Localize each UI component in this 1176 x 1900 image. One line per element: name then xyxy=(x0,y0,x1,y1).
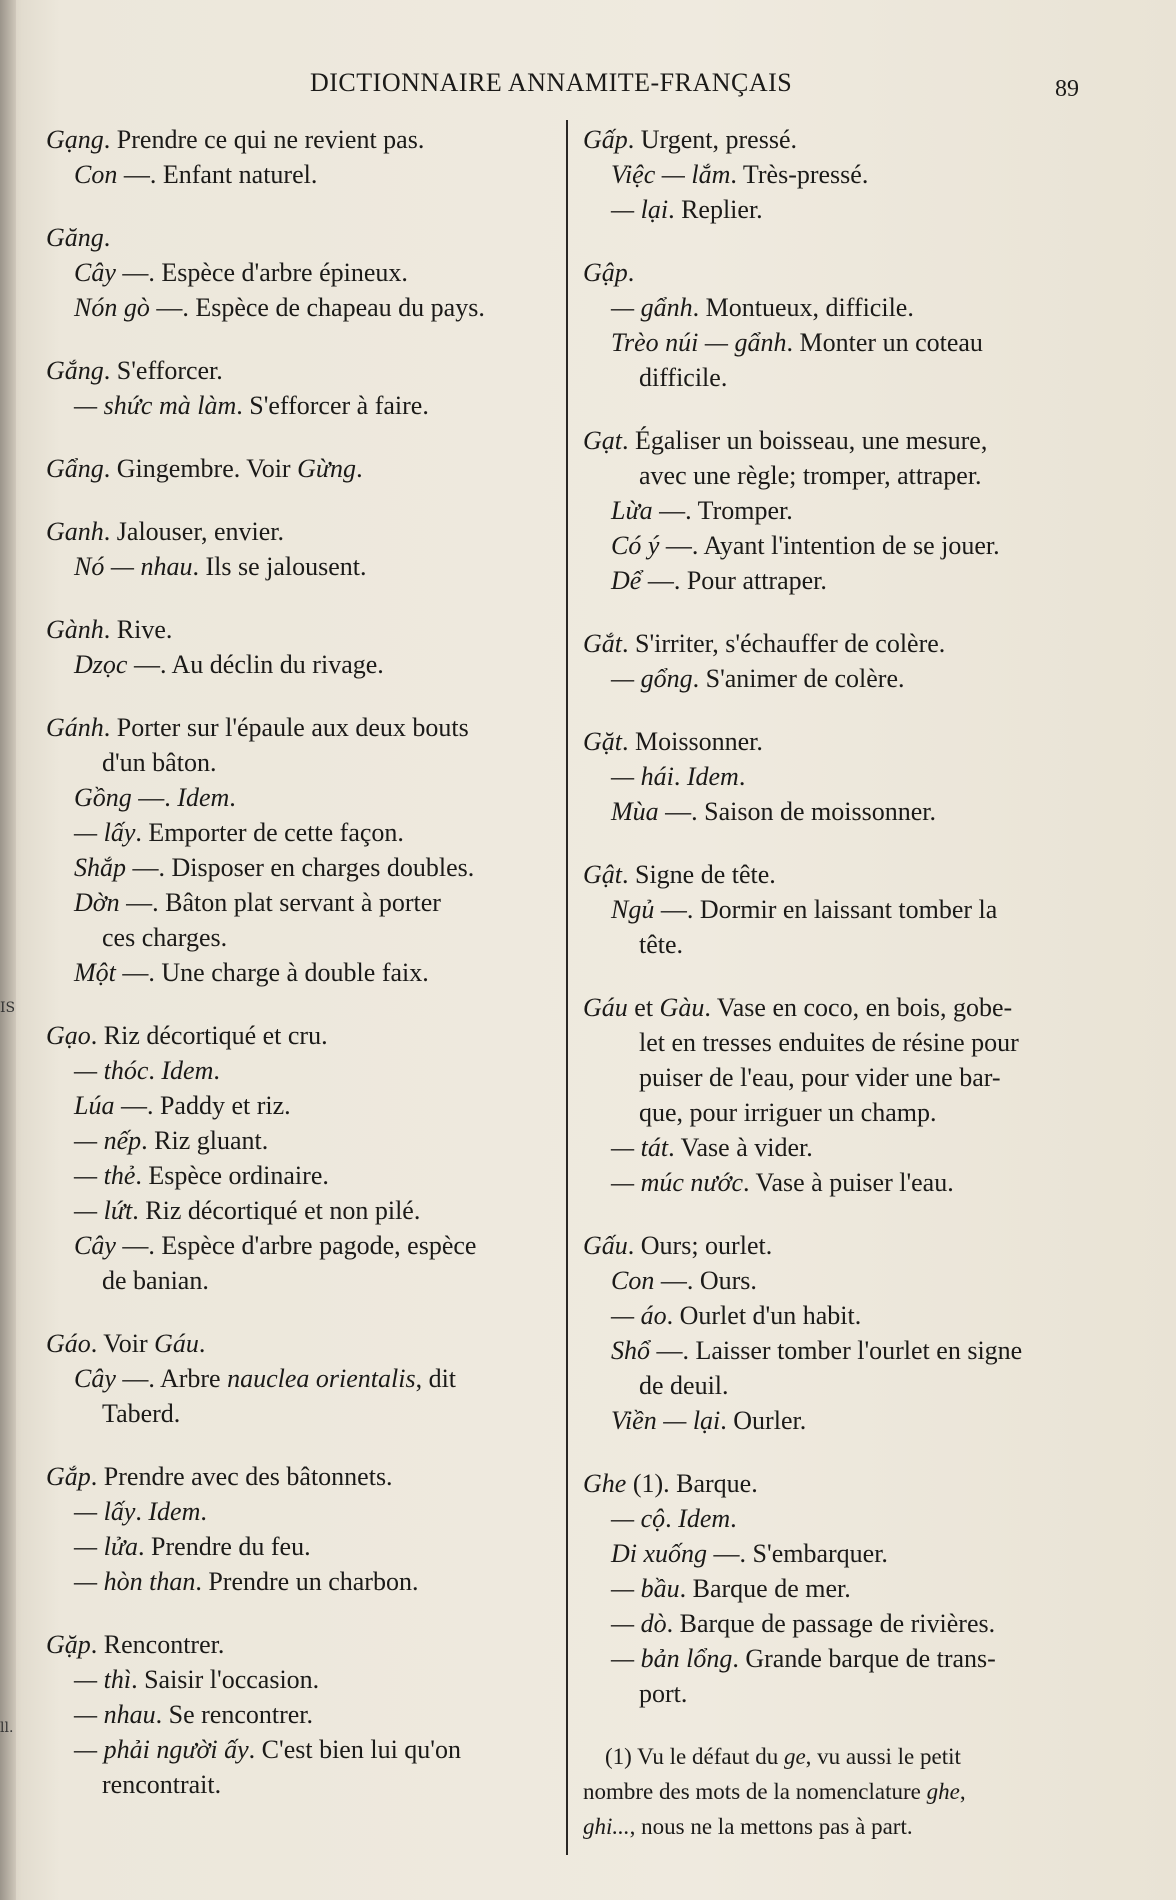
sub-definition-continuation: de banian. xyxy=(102,1266,209,1295)
sub-definition: . Barque de passage de rivières. xyxy=(666,1609,996,1638)
dictionary-entry xyxy=(583,1228,1093,1438)
sub-definition: —. Laisser tomber l'ourlet en signe xyxy=(650,1336,1023,1365)
vietnamese-phrase: — bản lổng xyxy=(611,1644,733,1673)
footnote-text: nombre des mots de la nomenclature xyxy=(583,1779,927,1804)
sub-entry xyxy=(46,1361,558,1396)
sub-entry xyxy=(583,1298,1093,1333)
headword: Gáo xyxy=(46,1329,91,1358)
definition-text: . Vase en coco, en bois, gobe- xyxy=(704,993,1013,1022)
definition-text: . Gingembre. Voir xyxy=(103,454,298,483)
sub-entry xyxy=(46,850,558,885)
definition-text: . Égaliser un boisseau, une mesure, xyxy=(622,426,988,455)
definition-continuation: let en tresses enduites de résine pour xyxy=(639,1028,1019,1057)
sub-entry xyxy=(46,1494,558,1529)
headword: Găng xyxy=(46,223,104,252)
definition-text: . xyxy=(627,258,635,287)
sub-definition: . Grande barque de trans- xyxy=(732,1644,996,1673)
sub-entry xyxy=(583,1501,1093,1536)
sub-definition: . xyxy=(730,1504,737,1533)
vietnamese-phrase: — lấy xyxy=(74,818,136,847)
sub-definition: . xyxy=(673,762,687,791)
definition-continuation: avec une règle; tromper, attraper. xyxy=(639,461,982,490)
entry-headline xyxy=(583,724,1093,759)
sub-definition: . Monter un coteau xyxy=(786,328,983,357)
headword: Gấu xyxy=(583,1231,628,1260)
vietnamese-phrase: — hòn than xyxy=(74,1567,196,1596)
definition-text: . Jalouser, envier. xyxy=(103,517,284,546)
sub-definition: . xyxy=(213,1056,220,1085)
headword: Gắt xyxy=(583,629,622,658)
vietnamese-phrase: — gổng xyxy=(611,664,693,693)
sub-entry xyxy=(583,1571,1093,1606)
vietnamese-phrase: — phải người ấy xyxy=(74,1735,249,1764)
sub-entry xyxy=(583,290,1093,325)
sub-entry xyxy=(583,1536,1093,1571)
vietnamese-phrase: Trèo núi — gẩnh xyxy=(611,328,787,357)
sub-definition: —. Dormir en laissant tomber la xyxy=(654,895,998,924)
footnote-text: , vu aussi le petit xyxy=(805,1744,961,1769)
entry-headline xyxy=(46,1627,558,1662)
sub-definition: . Ils se jalousent. xyxy=(192,552,367,581)
sub-definition: —. Une charge à double faix. xyxy=(115,958,429,987)
sub-entry xyxy=(583,563,1093,598)
headword: Gặt xyxy=(583,727,622,756)
sub-definition: . Riz décortiqué et non pilé. xyxy=(132,1196,421,1225)
sub-entry xyxy=(583,759,1093,794)
italic-term: Idem xyxy=(678,1504,731,1533)
vietnamese-phrase: — bầu xyxy=(611,1574,680,1603)
dictionary-entry xyxy=(46,710,558,990)
entry-headline xyxy=(46,1459,558,1494)
sub-definition: . Très-pressé. xyxy=(730,160,869,189)
sub-definition: . xyxy=(665,1504,679,1533)
definition-text: . Porter sur l'épaule aux deux bouts xyxy=(103,713,469,742)
vietnamese-phrase: Có ý xyxy=(611,531,660,560)
headword: Gập xyxy=(583,258,628,287)
sub-entry xyxy=(46,1053,558,1088)
sub-definition: . Replier. xyxy=(668,195,763,224)
dictionary-entry xyxy=(46,122,558,192)
vietnamese-phrase: — shức mà làm xyxy=(74,391,237,420)
entry-headline xyxy=(46,451,558,486)
sub-definition: —. Espèce de chapeau du pays. xyxy=(149,293,485,322)
headword: Gánh xyxy=(46,713,104,742)
vietnamese-phrase: — thẻ xyxy=(74,1161,136,1190)
footnote-italic: ge xyxy=(783,1744,806,1769)
headword: Gắp xyxy=(46,1462,91,1491)
vietnamese-phrase: Dzọc xyxy=(74,650,128,679)
sub-entry xyxy=(583,1333,1093,1368)
sub-definition: . xyxy=(738,762,746,791)
headword: Gẩng xyxy=(46,454,104,483)
headword-reference: Gừng xyxy=(297,454,357,483)
sub-entry xyxy=(583,1130,1093,1165)
page-number: 89 xyxy=(1055,76,1079,102)
sub-entry xyxy=(583,493,1093,528)
book-spine xyxy=(0,0,16,1900)
entry-headline xyxy=(583,626,1093,661)
sub-entry xyxy=(46,647,558,682)
italic-term: nauclea orientalis xyxy=(227,1364,416,1393)
entry-headline xyxy=(583,122,1093,157)
vietnamese-phrase: Nón gò xyxy=(74,293,150,322)
definition-text: . Rencontrer. xyxy=(90,1630,225,1659)
dictionary-entry xyxy=(46,514,558,584)
sub-definition-continuation: de deuil. xyxy=(639,1371,729,1400)
definition-text: . Prendre ce qui ne revient pas. xyxy=(103,125,425,154)
sub-definition: —. Enfant naturel. xyxy=(117,160,318,189)
entry-headline xyxy=(46,1326,558,1361)
dictionary-entry xyxy=(46,451,558,486)
vietnamese-phrase: — dò xyxy=(611,1609,667,1638)
sub-entry xyxy=(583,1641,1093,1676)
footnote-italic: ghe xyxy=(926,1779,960,1804)
footnote-text: , nous ne la mettons pas à part. xyxy=(629,1814,913,1839)
vietnamese-phrase: — lại xyxy=(611,195,669,224)
sub-definition-continuation: rencontrait. xyxy=(102,1770,222,1799)
sub-entry xyxy=(46,549,558,584)
sub-entry xyxy=(583,661,1093,696)
sub-entry xyxy=(583,1606,1093,1641)
vietnamese-phrase: Shổ xyxy=(611,1336,650,1365)
vietnamese-phrase: — lửa xyxy=(74,1532,139,1561)
sub-definition: . xyxy=(229,783,236,812)
footnote-text: , xyxy=(959,1779,966,1804)
sub-definition: —. xyxy=(131,783,178,812)
headword-reference: Gàu xyxy=(659,993,705,1022)
headword: Gấp xyxy=(583,125,628,154)
sub-entry xyxy=(46,780,558,815)
definition-text: (1). Barque. xyxy=(626,1469,758,1498)
sub-definition: —. Ours. xyxy=(654,1266,757,1295)
entry-headline xyxy=(46,1018,558,1053)
vietnamese-phrase: Cây xyxy=(74,1364,116,1393)
entry-headline xyxy=(46,514,558,549)
sub-entry xyxy=(583,325,1093,360)
sub-definition: . Vase à puiser l'eau. xyxy=(743,1168,954,1197)
sub-definition: —. Pour attraper. xyxy=(641,566,827,595)
left-column xyxy=(46,122,558,1830)
sub-definition: . S'animer de colère. xyxy=(692,664,905,693)
dictionary-entry xyxy=(46,1326,558,1431)
sub-definition-continuation: Taberd. xyxy=(102,1399,181,1428)
sub-definition: . Vase à vider. xyxy=(668,1133,813,1162)
sub-definition: . Riz gluant. xyxy=(141,1126,269,1155)
vietnamese-phrase: Dể xyxy=(611,566,642,595)
headword: Gặp xyxy=(46,1630,91,1659)
sub-definition-continuation: difficile. xyxy=(639,363,728,392)
dictionary-entry xyxy=(46,1459,558,1599)
column-divider xyxy=(566,120,568,1855)
dictionary-entry xyxy=(46,612,558,682)
footnote-line xyxy=(583,1739,1093,1774)
vietnamese-phrase: Việc — lắm xyxy=(611,160,731,189)
sub-entry xyxy=(46,1732,558,1767)
italic-term: Idem xyxy=(161,1056,214,1085)
sub-definition: . Saisir l'occasion. xyxy=(131,1665,320,1694)
headword: Gạo xyxy=(46,1021,91,1050)
footnote-text: (1) Vu le défaut du xyxy=(605,1744,784,1769)
sub-entry xyxy=(46,955,558,990)
sub-definition: . Ourler. xyxy=(720,1406,807,1435)
vietnamese-phrase: Shắp xyxy=(74,853,126,882)
vietnamese-phrase: — lứt xyxy=(74,1196,133,1225)
definition-text: . Ours; ourlet. xyxy=(627,1231,773,1260)
sub-entry xyxy=(583,1165,1093,1200)
sub-definition: , dit xyxy=(415,1364,457,1393)
sub-entry xyxy=(46,1088,558,1123)
definition-text: . Signe de tête. xyxy=(622,860,776,889)
sub-entry xyxy=(46,388,558,423)
right-column-entries xyxy=(583,122,1093,1711)
sub-definition: . xyxy=(135,1497,149,1526)
right-column xyxy=(583,122,1093,1844)
margin-mark: ll. xyxy=(0,1720,14,1736)
vietnamese-phrase: Di xuống xyxy=(611,1539,708,1568)
sub-definition: . xyxy=(148,1056,162,1085)
vietnamese-phrase: Mùa xyxy=(611,797,659,826)
sub-entry xyxy=(46,290,558,325)
sub-definition: —. Bâton plat servant à porter xyxy=(119,888,441,917)
definition-text: . Urgent, pressé. xyxy=(627,125,797,154)
sub-definition: —. S'embarquer. xyxy=(707,1539,888,1568)
dictionary-entry xyxy=(583,423,1093,598)
entry-headline xyxy=(583,1466,1093,1501)
entry-headline xyxy=(46,220,558,255)
vietnamese-phrase: — áo xyxy=(611,1301,667,1330)
sub-entry xyxy=(583,794,1093,829)
definition-text: et xyxy=(627,993,660,1022)
italic-term: Idem xyxy=(177,783,230,812)
sub-entry xyxy=(583,1403,1093,1438)
sub-entry xyxy=(46,1662,558,1697)
vietnamese-phrase: — thóc xyxy=(74,1056,149,1085)
vietnamese-phrase: — nhau xyxy=(74,1700,156,1729)
sub-entry xyxy=(46,1529,558,1564)
sub-definition: . Ourlet d'un habit. xyxy=(666,1301,862,1330)
dictionary-entry xyxy=(46,1018,558,1298)
entry-headline xyxy=(46,353,558,388)
vietnamese-phrase: — hái xyxy=(611,762,674,791)
headword: Ganh xyxy=(46,517,104,546)
footnote xyxy=(583,1739,1093,1844)
sub-definition: —. Espèce d'arbre pagode, espèce xyxy=(115,1231,477,1260)
vietnamese-phrase: Lừa xyxy=(611,496,653,525)
headword: Gạt xyxy=(583,426,622,455)
dictionary-entry xyxy=(583,857,1093,962)
sub-definition: —. Disposer en charges doubles. xyxy=(126,853,475,882)
vietnamese-phrase: — múc nước xyxy=(611,1168,744,1197)
sub-definition: —. Ayant l'intention de se jouer. xyxy=(659,531,1000,560)
sub-definition: . Emporter de cette façon. xyxy=(135,818,404,847)
sub-entry xyxy=(583,528,1093,563)
vietnamese-phrase: Cây xyxy=(74,258,116,287)
sub-entry xyxy=(46,157,558,192)
definition-text: . Riz décortiqué et cru. xyxy=(90,1021,328,1050)
sub-definition: —. Tromper. xyxy=(652,496,793,525)
vietnamese-phrase: Cây xyxy=(74,1231,116,1260)
sub-definition: . Barque de mer. xyxy=(679,1574,851,1603)
margin-mark: IS xyxy=(0,1000,16,1016)
sub-definition-continuation: ces charges. xyxy=(102,923,228,952)
vietnamese-phrase: — cộ xyxy=(611,1504,666,1533)
dictionary-entry xyxy=(583,626,1093,696)
sub-entry xyxy=(583,192,1093,227)
dictionary-entry xyxy=(583,255,1093,395)
sub-entry xyxy=(46,1228,558,1263)
definition-text: . xyxy=(356,454,363,483)
dictionary-entry xyxy=(46,353,558,423)
sub-definition: . S'efforcer à faire. xyxy=(236,391,429,420)
vietnamese-phrase: Con xyxy=(74,160,118,189)
vietnamese-phrase: Viền — lại xyxy=(611,1406,721,1435)
sub-definition: . C'est bien lui qu'on xyxy=(248,1735,461,1764)
definition-continuation: que, pour irriguer un champ. xyxy=(639,1098,937,1127)
sub-definition: —. Saison de moissonner. xyxy=(658,797,937,826)
sub-definition: . Se rencontrer. xyxy=(155,1700,314,1729)
dictionary-entry xyxy=(46,220,558,325)
definition-text: . xyxy=(198,1329,206,1358)
vietnamese-phrase: Lúa xyxy=(74,1091,115,1120)
dictionary-entry xyxy=(583,122,1093,227)
sub-entry xyxy=(46,255,558,290)
headword: Gáu xyxy=(583,993,628,1022)
dictionary-entry xyxy=(46,1627,558,1802)
sub-definition: . xyxy=(200,1497,207,1526)
dictionary-entry xyxy=(583,990,1093,1200)
vietnamese-phrase: Nó — nhau xyxy=(74,552,193,581)
entry-headline xyxy=(583,990,1093,1025)
italic-term: Idem xyxy=(686,762,739,791)
sub-entry xyxy=(583,157,1093,192)
running-head: DICTIONNAIRE ANNAMITE-FRANÇAIS xyxy=(310,68,793,97)
sub-definition-continuation: port. xyxy=(639,1679,688,1708)
sub-entry xyxy=(46,885,558,920)
definition-text: . S'efforcer. xyxy=(103,356,223,385)
sub-definition: . Montueux, difficile. xyxy=(692,293,914,322)
headword: Gạng xyxy=(46,125,104,154)
vietnamese-phrase: — nếp xyxy=(74,1126,142,1155)
entry-headline xyxy=(583,1228,1093,1263)
definition-text: . Moissonner. xyxy=(622,727,763,756)
dictionary-entry xyxy=(583,1466,1093,1711)
definition-text: . xyxy=(103,223,111,252)
entry-headline xyxy=(583,255,1093,290)
sub-definition-continuation: tête. xyxy=(639,930,684,959)
sub-entry xyxy=(46,1123,558,1158)
vietnamese-phrase: — gẩnh xyxy=(611,293,693,322)
definition-continuation: puiser de l'eau, pour vider une bar- xyxy=(639,1063,1001,1092)
sub-definition: . Espèce ordinaire. xyxy=(135,1161,329,1190)
headword: Gành xyxy=(46,615,104,644)
headword: Gắng xyxy=(46,356,104,385)
sub-definition: —. Au déclin du rivage. xyxy=(127,650,384,679)
vietnamese-phrase: Con xyxy=(611,1266,655,1295)
sub-entry xyxy=(46,815,558,850)
definition-text: . Prendre avec des bâtonnets. xyxy=(90,1462,393,1491)
sub-definition: —. Paddy et riz. xyxy=(114,1091,291,1120)
sub-entry xyxy=(583,1263,1093,1298)
vietnamese-phrase: — lấy xyxy=(74,1497,136,1526)
entry-headline xyxy=(46,612,558,647)
sub-entry xyxy=(46,1193,558,1228)
vietnamese-phrase: Ngủ xyxy=(611,895,655,924)
definition-text: . Voir xyxy=(90,1329,155,1358)
entry-headline xyxy=(46,710,558,745)
entry-headline xyxy=(46,122,558,157)
dictionary-entry xyxy=(583,724,1093,829)
sub-entry xyxy=(583,892,1093,927)
vietnamese-phrase: — tát xyxy=(611,1133,669,1162)
definition-text: . Rive. xyxy=(103,615,173,644)
footnote-line xyxy=(583,1809,1093,1844)
footnote-line xyxy=(583,1774,1093,1809)
sub-entry xyxy=(46,1697,558,1732)
definition-text: . S'irriter, s'échauffer de colère. xyxy=(622,629,946,658)
vietnamese-phrase: Một xyxy=(74,958,116,987)
italic-term: Idem xyxy=(148,1497,201,1526)
vietnamese-phrase: Dờn xyxy=(74,888,120,917)
vietnamese-phrase: — thì xyxy=(74,1665,132,1694)
sub-definition: . Prendre un charbon. xyxy=(195,1567,419,1596)
sub-definition: —. Espèce d'arbre épineux. xyxy=(115,258,408,287)
sub-definition: —. Arbre xyxy=(115,1364,228,1393)
entry-headline xyxy=(583,423,1093,458)
headword-reference: Gáu xyxy=(154,1329,199,1358)
headword: Gật xyxy=(583,860,622,889)
footnote-italic: ghi... xyxy=(583,1814,630,1839)
definition-continuation: d'un bâton. xyxy=(102,748,217,777)
sub-entry xyxy=(46,1564,558,1599)
sub-entry xyxy=(46,1158,558,1193)
sub-definition: . Prendre du feu. xyxy=(138,1532,311,1561)
headword: Ghe xyxy=(583,1469,627,1498)
entry-headline xyxy=(583,857,1093,892)
vietnamese-phrase: Gồng xyxy=(74,783,132,812)
